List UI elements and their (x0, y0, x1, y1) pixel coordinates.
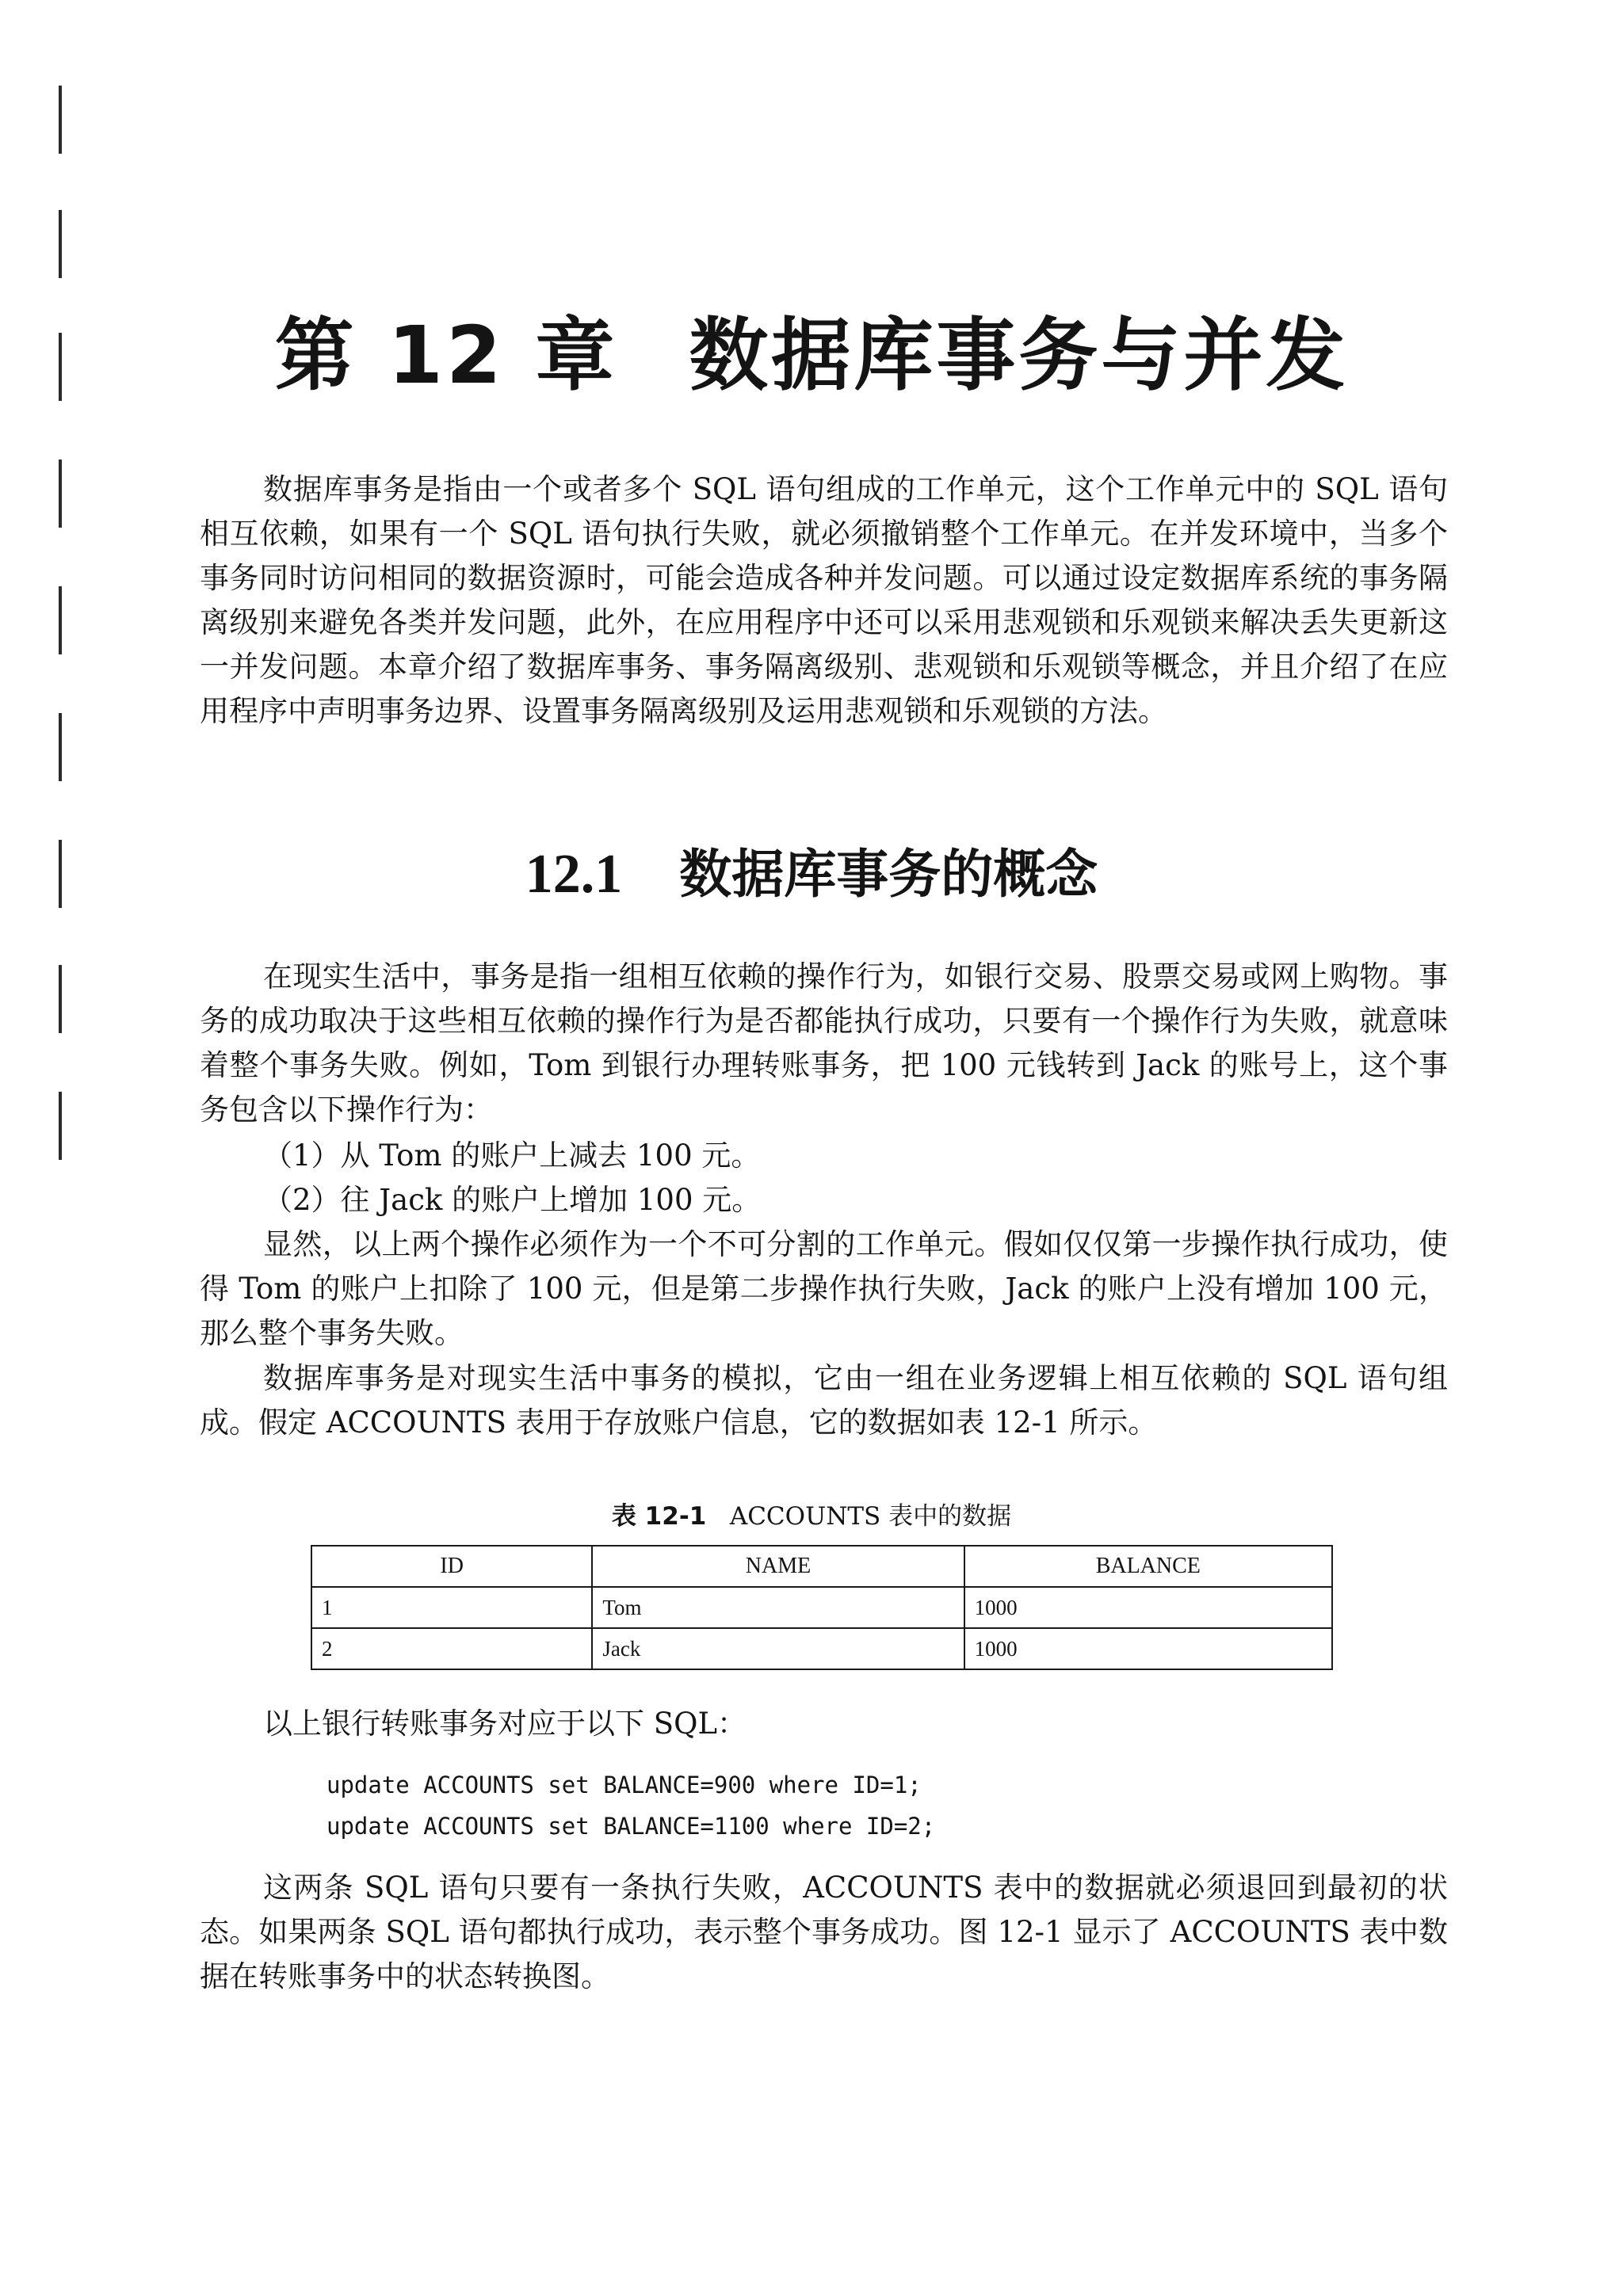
table-caption-label: 表 12-1 (611, 1502, 707, 1531)
section-number: 12.1 (525, 844, 623, 905)
chapter-number: 12 (388, 309, 505, 402)
list-item-2: （2）往 Jack 的账户上增加 100 元。 (263, 1183, 762, 1217)
margin-mark (59, 460, 62, 528)
intro-paragraph: 数据库事务是指由一个或者多个 SQL 语句组成的工作单元，这个工作单元中的 SQL 语句相互依赖，如果有一个 SQL 语句执行失败，就必须撤销整个工作单元。在并发环境中，当多个事务同时访问相同的数据资源时，可能会造成各种并发问题。可以通过设定数据库系统的事务隔离级别来避免各类并发问题，此外，在应用程序中还可以采用悲观锁和乐观锁来解决丢失更新这一并发问题。本章介绍了数据库事务、事务隔离级别、悲观锁和乐观锁等概念，并且介绍了在应用程序中声明事务边界、设置事务隔离级别及运用悲观锁和乐观锁的方法。 (200, 472, 1448, 728)
body-paragraph-1: 在现实生活中，事务是指一组相互依赖的操作行为，如银行交易、股票交易或网上购物。事务的成功取决于这些相互依赖的操作行为是否都能执行成功，只要有一个操作行为失败，就意味着整个事务失败。例如，Tom 到银行办理转账事务，把 100 元钱转到 Jack 的账号上，这个事务包含以下操作行为： (200, 959, 1448, 1127)
column-header-id: ID (311, 1546, 592, 1587)
column-header-balance: BALANCE (964, 1546, 1332, 1587)
sql-code-line-1: update ACCOUNTS set BALANCE=900 where ID=1; (327, 1772, 922, 1798)
chapter-title (0, 292, 1623, 406)
sql-code-line-2: update ACCOUNTS set BALANCE=1100 where ID=2; (327, 1813, 936, 1840)
section-title-text: 数据库事务的概念 (679, 844, 1098, 905)
table-cell-name: Tom (592, 1587, 964, 1628)
table-header-row (311, 1546, 1332, 1587)
table-caption (0, 1496, 1623, 1531)
table-row (311, 1587, 1332, 1628)
margin-mark (59, 86, 62, 154)
table-cell-balance: 1000 (964, 1587, 1332, 1628)
table-caption-text: ACCOUNTS 表中的数据 (729, 1502, 1012, 1531)
list-item-1: （1）从 Tom 的账户上减去 100 元。 (263, 1138, 761, 1173)
body-paragraph-3: 数据库事务是对现实生活中事务的模拟，它由一组在业务逻辑上相互依赖的 SQL 语句组成。假定 ACCOUNTS 表用于存放账户信息，它的数据如表 12-1 所示。 (200, 1361, 1448, 1440)
section-title (0, 832, 1623, 907)
sql-intro: 以上银行转账事务对应于以下 SQL： (263, 1707, 747, 1741)
chapter-label-suffix: 章 (535, 309, 618, 402)
column-header-name: NAME (592, 1546, 964, 1587)
margin-mark (59, 1092, 62, 1160)
margin-mark (59, 965, 62, 1033)
margin-mark (59, 586, 62, 654)
table-cell-name: Jack (592, 1628, 964, 1669)
chapter-label-prefix: 第 (274, 309, 357, 402)
body-paragraph-4: 这两条 SQL 语句只要有一条执行失败，ACCOUNTS 表中的数据就必须退回到最初的状态。如果两条 SQL 语句都执行成功，表示整个事务成功。图 12-1 显示了 ACCOUNTS 表中数据在转账事务中的状态转换图。 (200, 1871, 1448, 1993)
margin-mark (59, 713, 62, 781)
body-paragraph-2: 显然，以上两个操作必须作为一个不可分割的工作单元。假如仅仅第一步操作执行成功，使得 Tom 的账户上扣除了 100 元，但是第二步操作执行失败，Jack 的账户上没有增加 100 元，那么整个事务失败。 (200, 1227, 1448, 1350)
table-row (311, 1628, 1332, 1669)
chapter-title-text: 数据库事务与并发 (689, 309, 1349, 402)
table-cell-balance: 1000 (964, 1628, 1332, 1669)
table-cell-id: 1 (311, 1587, 592, 1628)
margin-mark (59, 210, 62, 278)
table-cell-id: 2 (311, 1628, 592, 1669)
accounts-table (311, 1545, 1333, 1670)
